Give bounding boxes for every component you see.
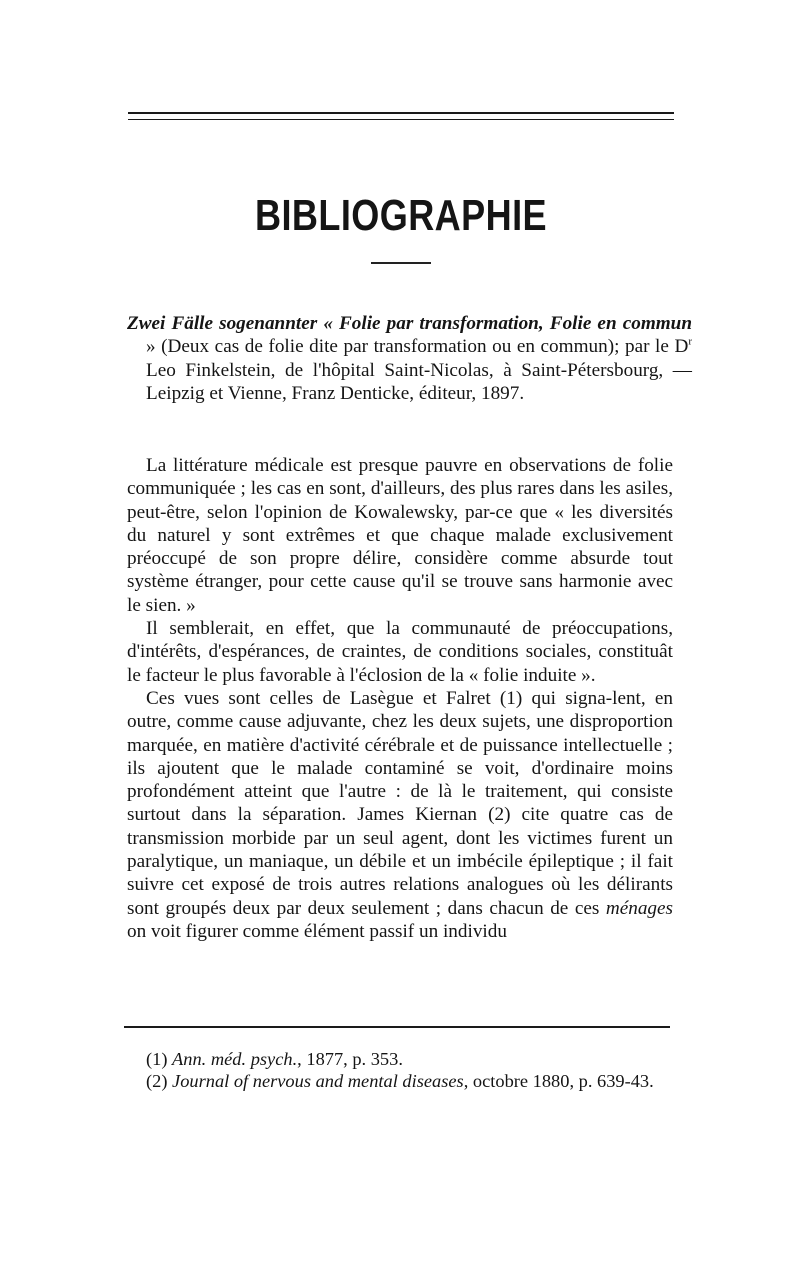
paragraph-2: Il semblerait, en effet, que la communauté de préoccupations, d'intérêts, d'espérances, de craintes, de conditions sociales, constituât le facteur le plus favorable à l'éclosion de la « folie induite ». [127, 618, 673, 686]
page-title: BIBLIOGRAPHIE [255, 191, 547, 240]
footnote-1-number: (1) [146, 1049, 173, 1069]
reference-text-before-sup: » (Deux cas de folie dite par transformation ou en commun); par le D [146, 336, 689, 358]
footnote-rule [124, 1026, 670, 1028]
reference-text-after-sup: Leo Finkelstein, de l'hôpital Saint-Nicolas, à Saint-Pétersbourg, — Leipzig et Vienne, Franz Denticke, éditeur, 1897. [146, 359, 692, 404]
reference-superscript: r [688, 335, 692, 348]
article-body [127, 454, 673, 943]
footnote-2-source: Journal of nervous and mental diseases [172, 1071, 464, 1091]
paragraph-3 [127, 687, 673, 943]
paragraph-1: La littérature médicale est presque pauvre en observations de folie communiquée ; les cas en sont, d'ailleurs, des plus rares dans les asiles, peut-être, selon l'opinion de Kowalewsky, par-ce que « les diversités du naturel y sont extrêmes et que chaque malade exclusivement préoccupé de son propre délire, considère comme absurde tout système étranger, pour cette cause qu'il se trouve sans harmonie avec le sien. » [127, 455, 673, 616]
footnote-2 [127, 1070, 673, 1092]
paragraph-3-italic-word: ménages [605, 897, 673, 919]
footnote-2-detail: , octobre 1880, p. 639-43. [463, 1071, 654, 1091]
footnote-1-source: Ann. méd. psych. [172, 1049, 298, 1069]
footnote-1-detail: , 1877, p. 353. [297, 1049, 403, 1069]
header-rule-thick [128, 112, 674, 114]
header-rule-thin [128, 119, 674, 120]
reference-title-part2: Folie en commun [549, 313, 693, 334]
footnote-2-number: (2) [146, 1071, 173, 1091]
footnote-1 [127, 1048, 673, 1070]
paragraph-3-text-before: Ces vues sont celles de Lasègue et Falret (1) qui signa-lent, en outre, comme cause adjuvante, chez les deux sujets, une disproportion marquée, en matière d'activité cérébrale et de puissance intellectuelle ; ils ajoutent que le malade contaminé se voit, d'ordinaire moins profondément atteint que l'autre : de là le traitement, qui consiste surtout dans la séparation. James Kiernan (2) cite quatre cas de transmission morbide par un seul agent, dont les victimes furent un paralytique, un maniaque, un débile et un imbécile épileptique ; il fait suivre cet exposé de trois autres relations analogues où les délirants sont groupés deux par deux seulement ; dans chacun de ces [127, 687, 673, 919]
paragraph-3-text-after: on voit figurer comme élément passif un individu [127, 920, 507, 942]
reference-title-part1: Zwei Fälle sogenannter « Folie par transformation, [127, 313, 544, 334]
bibliographic-reference [127, 312, 692, 405]
footnotes [127, 1048, 673, 1092]
title-divider [371, 262, 431, 264]
